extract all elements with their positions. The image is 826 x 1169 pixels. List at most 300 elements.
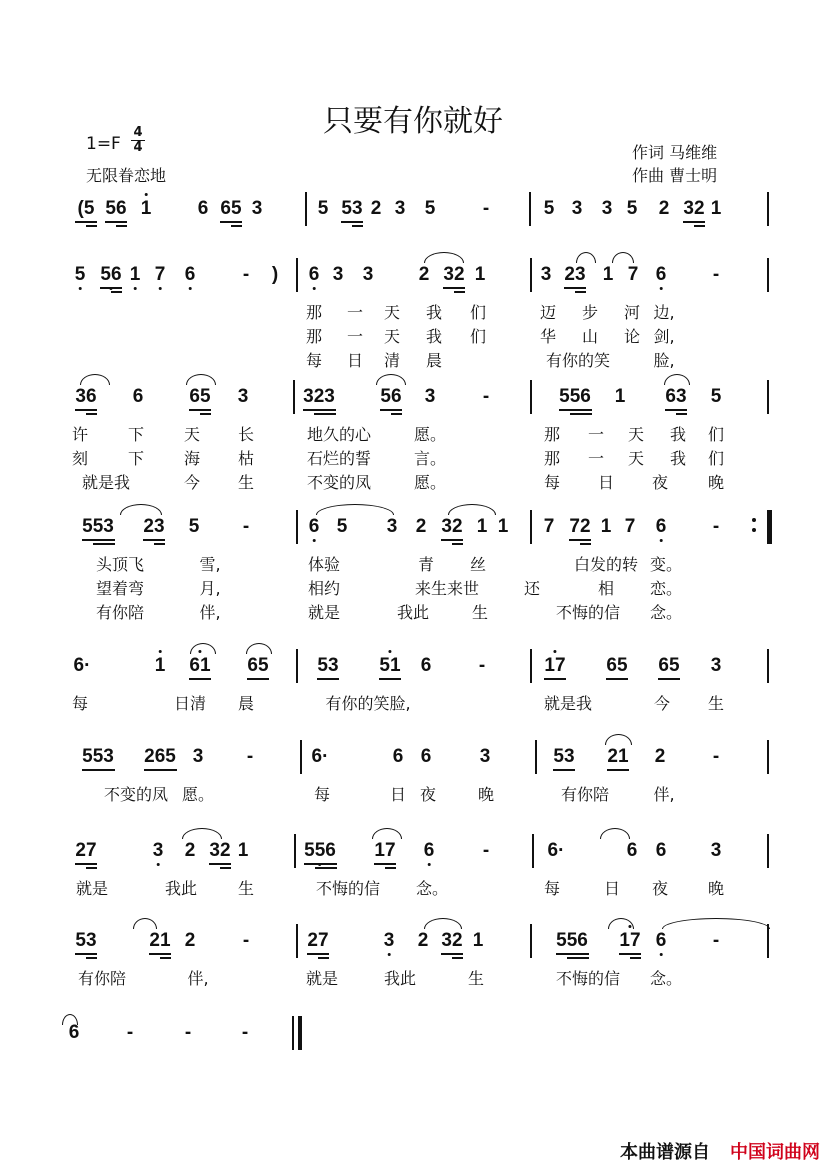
note: 1: [710, 198, 722, 219]
note: 6: [424, 840, 435, 862]
note: 51: [379, 655, 400, 677]
underline-sixteenth: [86, 867, 97, 869]
lyric-syllable: 地久的心: [306, 425, 372, 444]
underline-sixteenth: [570, 413, 592, 415]
key-signature: 1=F: [86, 134, 121, 154]
tie-slur: [448, 504, 496, 515]
underline-sixteenth: [352, 225, 363, 227]
note: -: [242, 264, 250, 285]
lyric-syllable: 言。: [413, 449, 447, 468]
barline: [767, 740, 769, 774]
note: 6: [655, 840, 667, 861]
note: 17: [544, 655, 565, 677]
underline-eighth: [380, 409, 402, 411]
lyric-syllable: 那: [543, 449, 561, 468]
note: 17: [374, 840, 396, 861]
note: 32: [441, 516, 463, 537]
note: 56: [105, 198, 127, 219]
note: 6·: [547, 840, 565, 861]
lyric-syllable: 枯: [237, 449, 255, 468]
note: 7: [543, 516, 555, 537]
note: 1: [130, 264, 141, 286]
note: 32: [443, 264, 465, 285]
underline-eighth: [317, 678, 339, 680]
barline: [294, 834, 296, 868]
lyric-syllable: 晚: [707, 879, 725, 898]
note: -: [184, 1022, 192, 1043]
lyric-syllable: 愿。: [413, 473, 447, 492]
lyric-syllable: 那: [543, 425, 561, 444]
note: -: [712, 516, 720, 537]
note: 553: [82, 746, 114, 767]
note: 3: [540, 264, 552, 285]
underline-eighth: [75, 863, 97, 865]
tie-slur: [612, 252, 634, 263]
lyric-syllable: 日: [389, 785, 407, 804]
lyric-syllable: 青: [417, 555, 435, 574]
note: 3: [386, 516, 398, 537]
note: -: [482, 386, 490, 407]
note: 3: [153, 840, 164, 862]
lyric-syllable: 每: [313, 785, 331, 804]
underline-sixteenth: [86, 413, 97, 415]
time-signature: [131, 126, 145, 155]
note: 2: [415, 516, 427, 537]
barline: [293, 380, 295, 414]
note: 556: [556, 930, 588, 951]
barline: [767, 192, 769, 226]
tie-slur: [605, 734, 632, 745]
underline-sixteenth: [580, 543, 591, 545]
underline-sixteenth: [575, 291, 586, 293]
tie-slur: [316, 504, 394, 515]
note: 65: [220, 198, 242, 219]
barline: [767, 380, 769, 414]
underline-sixteenth: [452, 957, 463, 959]
lyric-syllable: 就是: [307, 603, 341, 622]
underline-eighth: [569, 539, 591, 541]
note: -: [482, 840, 490, 861]
underline-eighth: [105, 221, 127, 223]
underline-sixteenth: [220, 867, 231, 869]
underline-eighth: [441, 539, 463, 541]
lyric-syllable: 河: [623, 303, 641, 322]
note: 53: [341, 198, 363, 219]
lyric-syllable: 一: [587, 425, 605, 444]
composer-credit: 作曲 曹士明: [632, 166, 718, 185]
lyric-syllable: 我此: [383, 969, 417, 988]
underline-eighth: [683, 221, 705, 223]
underline-sixteenth: [630, 957, 641, 959]
underline-eighth: [75, 221, 97, 223]
lyric-syllable: 夜: [651, 879, 669, 898]
underline-sixteenth: [160, 957, 171, 959]
note: 56: [100, 264, 121, 286]
underline-sixteenth: [86, 225, 97, 227]
octave-dot-low: [659, 539, 662, 542]
lyric-syllable: 望着弯: [95, 579, 145, 598]
lyric-syllable: 晨: [425, 351, 443, 370]
octave-dot-low: [427, 863, 430, 866]
barline: [529, 192, 531, 226]
underline-sixteenth: [314, 413, 336, 415]
lyric-syllable: 迈: [539, 303, 557, 322]
underline-sixteenth: [154, 543, 165, 545]
lyric-syllable: 夜: [651, 473, 669, 492]
lyricist-credit: 作词 马维维: [632, 143, 718, 162]
underline-eighth: [443, 287, 465, 289]
note: -: [482, 198, 490, 219]
underline-eighth: [304, 863, 337, 865]
tie-slur: [662, 918, 770, 929]
lyric-syllable: 生: [237, 473, 255, 492]
lyric-syllable: 一: [587, 449, 605, 468]
note: 3: [384, 930, 395, 952]
note: 553: [82, 516, 114, 537]
underline-eighth: [556, 953, 589, 955]
note: 32: [209, 840, 231, 861]
lyric-syllable: 愿。: [181, 785, 215, 804]
underline-eighth: [144, 769, 177, 771]
note: 7: [155, 264, 166, 286]
tie-slur: [133, 918, 157, 929]
lyric-syllable: 有你陪: [95, 603, 145, 622]
lyric-syllable: 丝: [469, 555, 487, 574]
note: 6·: [311, 746, 329, 767]
note: 6: [656, 516, 667, 538]
lyric-syllable: 每: [71, 694, 89, 713]
lyric-syllable: 念。: [415, 879, 449, 898]
lyric-syllable: 那: [305, 303, 323, 322]
note: 3: [192, 746, 204, 767]
lyric-syllable: 雪,: [199, 555, 221, 574]
note: -: [712, 264, 720, 285]
note: 1: [237, 840, 249, 861]
note: 6: [185, 264, 196, 286]
lyric-syllable: 变。: [649, 555, 683, 574]
lyric-syllable: 今: [183, 473, 201, 492]
underline-eighth: [189, 678, 211, 680]
underline-sixteenth: [567, 957, 589, 959]
octave-dot-low: [156, 863, 159, 866]
note: 23: [143, 516, 165, 537]
lyric-syllable: 头顶飞: [95, 555, 145, 574]
lyric-syllable: 石烂的誓: [306, 449, 372, 468]
note: 61: [189, 655, 210, 677]
underline-eighth: [606, 678, 628, 680]
lyric-syllable: 华: [539, 327, 557, 346]
note: ): [271, 264, 279, 285]
note: 65: [247, 655, 269, 676]
note: -: [241, 1022, 249, 1043]
lyric-syllable: 念。: [649, 969, 683, 988]
note: 21: [607, 746, 629, 767]
note: 17: [619, 930, 640, 952]
underline-eighth: [441, 953, 463, 955]
tie-slur: [182, 828, 222, 839]
note: 3: [237, 386, 249, 407]
lyric-syllable: 步: [581, 303, 599, 322]
lyric-syllable: 不变的凤: [103, 785, 169, 804]
note: 1: [497, 516, 509, 537]
lyric-syllable: 有你的笑脸,: [325, 694, 411, 713]
note: 2: [418, 264, 430, 285]
lyric-syllable: 日清: [173, 694, 207, 713]
lyric-syllable: 晨: [237, 694, 255, 713]
lyric-syllable: 有你陪: [77, 969, 127, 988]
underline-eighth: [100, 287, 122, 289]
underline-eighth: [341, 221, 363, 223]
final-barline: [298, 1016, 302, 1050]
lyric-syllable: 日: [603, 879, 621, 898]
underline-eighth: [665, 409, 687, 411]
lyric-syllable: 生: [467, 969, 485, 988]
note: 2: [654, 746, 666, 767]
note: 1: [155, 655, 166, 677]
barline: [305, 192, 307, 226]
tie-slur: [576, 252, 596, 263]
lyric-syllable: 不变的凤: [306, 473, 372, 492]
note: 2: [184, 930, 196, 951]
octave-dot-low: [312, 539, 315, 542]
lyric-syllable: 念。: [649, 603, 683, 622]
lyric-syllable: 有你的笑: [545, 351, 611, 370]
lyric-syllable: 下: [127, 449, 145, 468]
note: 5: [710, 386, 722, 407]
octave-dot-high: [388, 650, 391, 653]
note: 3: [710, 840, 722, 861]
lyric-syllable: 长: [237, 425, 255, 444]
barline: [296, 258, 298, 292]
lyric-syllable: 天: [183, 425, 201, 444]
note: 6: [132, 386, 144, 407]
lyric-syllable: 一: [346, 303, 364, 322]
lyric-syllable: 伴,: [199, 603, 221, 622]
note: 3: [479, 746, 491, 767]
lyric-syllable: 天: [383, 327, 401, 346]
note: 5: [336, 516, 348, 537]
note: 27: [75, 840, 97, 861]
lyric-syllable: 我此: [396, 603, 430, 622]
lyric-syllable: 生: [237, 879, 255, 898]
lyric-syllable: 我: [425, 327, 443, 346]
tie-slur: [608, 918, 634, 929]
note: 2: [370, 198, 382, 219]
lyric-syllable: 还: [523, 579, 541, 598]
barline: [535, 740, 537, 774]
lyric-syllable: 白发的转: [573, 555, 639, 574]
lyric-syllable: 每: [543, 473, 561, 492]
tie-slur: [246, 643, 272, 654]
note: 6: [309, 264, 320, 286]
lyric-syllable: 们: [707, 425, 725, 444]
underline-eighth: [619, 953, 641, 955]
barline: [296, 924, 298, 958]
note: -: [246, 746, 254, 767]
lyric-syllable: 来生来世: [414, 579, 480, 598]
note: (5: [77, 198, 95, 219]
note: 7: [624, 516, 636, 537]
underline-eighth: [607, 769, 629, 771]
lyric-syllable: 夜: [419, 785, 437, 804]
note: 6: [626, 840, 638, 861]
barline: [767, 834, 769, 868]
note: 6: [68, 1022, 80, 1043]
note: 32: [683, 198, 705, 219]
note: 5: [75, 264, 86, 286]
note: 1: [474, 264, 486, 285]
note: 556: [304, 840, 336, 862]
lyric-syllable: 伴,: [653, 785, 675, 804]
repeat-dot: [752, 528, 756, 532]
underline-sixteenth: [93, 543, 115, 545]
underline-sixteenth: [452, 543, 463, 545]
note: 1: [614, 386, 626, 407]
octave-dot-high: [144, 193, 147, 196]
note: 2: [417, 930, 429, 951]
note: 556: [559, 386, 591, 407]
lyric-syllable: 们: [469, 303, 487, 322]
note: 1: [141, 198, 152, 220]
tempo-marking: 无限眷恋地: [86, 166, 167, 185]
lyric-syllable: 脸,: [653, 351, 675, 370]
note: 323: [303, 386, 335, 407]
note: 3: [251, 198, 263, 219]
footer-source: 本曲谱源自: [620, 1142, 710, 1163]
lyric-syllable: 就是: [75, 879, 109, 898]
note: 5: [543, 198, 555, 219]
lyric-syllable: 就是我: [81, 473, 131, 492]
time-signature-top: 4: [133, 125, 143, 140]
barline: [532, 834, 534, 868]
underline-eighth: [143, 539, 165, 541]
note: 65: [189, 386, 211, 407]
lyric-syllable: 月,: [199, 579, 221, 598]
underline-sixteenth: [315, 867, 337, 869]
lyric-syllable: 天: [627, 449, 645, 468]
lyric-syllable: 山: [581, 327, 599, 346]
lyric-syllable: 海: [183, 449, 201, 468]
barline: [300, 740, 302, 774]
note: 6: [197, 198, 209, 219]
underline-eighth: [220, 221, 242, 223]
song-title: 只要有你就好: [323, 104, 503, 139]
lyric-syllable: 不悔的信: [315, 879, 381, 898]
barline: [767, 258, 769, 292]
underline-eighth: [149, 953, 171, 955]
lyric-syllable: 今: [653, 694, 671, 713]
note: 65: [606, 655, 628, 676]
note: 6: [656, 264, 667, 286]
barline: [530, 258, 532, 292]
underline-sixteenth: [86, 957, 97, 959]
octave-dot-low: [659, 953, 662, 956]
underline-eighth: [307, 953, 329, 955]
note: 53: [75, 930, 97, 951]
note: 2: [184, 840, 196, 861]
lyric-syllable: 下: [127, 425, 145, 444]
octave-dot-low: [133, 287, 136, 290]
lyric-syllable: 日: [346, 351, 364, 370]
underline-eighth: [75, 953, 97, 955]
note: 21: [149, 930, 171, 951]
lyric-syllable: 天: [383, 303, 401, 322]
underline-eighth: [82, 769, 115, 771]
underline-sixteenth: [111, 291, 122, 293]
final-barline: [768, 510, 772, 544]
underline-sixteenth: [200, 413, 211, 415]
lyric-syllable: 生: [471, 603, 489, 622]
lyric-syllable: 伴,: [187, 969, 209, 988]
barline: [530, 649, 532, 683]
lyric-syllable: 每: [305, 351, 323, 370]
barline: [767, 924, 769, 958]
lyric-syllable: 不悔的信: [555, 603, 621, 622]
octave-dot-low: [188, 287, 191, 290]
underline-sixteenth: [231, 225, 242, 227]
lyric-syllable: 我此: [164, 879, 198, 898]
underline-eighth: [374, 863, 396, 865]
lyric-syllable: 我: [669, 449, 687, 468]
octave-dot-low: [158, 287, 161, 290]
lyric-syllable: 每: [543, 879, 561, 898]
note: 265: [144, 746, 176, 767]
lyric-syllable: 愿。: [413, 425, 447, 444]
underline-sixteenth: [454, 291, 465, 293]
note: 3: [601, 198, 613, 219]
note: -: [242, 930, 250, 951]
note: 5: [424, 198, 436, 219]
note: 5: [188, 516, 200, 537]
note: 3: [424, 386, 436, 407]
note: 3: [710, 655, 722, 676]
lyric-syllable: 我: [425, 303, 443, 322]
lyric-syllable: 相约: [307, 579, 341, 598]
barline: [530, 510, 532, 544]
note: 56: [380, 386, 402, 407]
lyric-syllable: 生: [707, 694, 725, 713]
octave-dot-high: [553, 650, 556, 653]
lyric-syllable: 就是我: [543, 694, 593, 713]
note: 2: [658, 198, 670, 219]
note: 3: [362, 264, 374, 285]
footer-site-name: 中国词曲网: [730, 1142, 820, 1163]
barline: [530, 380, 532, 414]
underline-eighth: [564, 287, 586, 289]
note: 27: [307, 930, 329, 951]
tie-slur: [664, 374, 690, 385]
underline-sixteenth: [676, 413, 687, 415]
octave-dot-low: [659, 287, 662, 290]
lyric-syllable: 刻: [71, 449, 89, 468]
lyric-syllable: 那: [305, 327, 323, 346]
note: 1: [472, 930, 484, 951]
note: 1: [476, 516, 488, 537]
underline-eighth: [75, 409, 97, 411]
note: 36: [75, 386, 97, 407]
note: -: [126, 1022, 134, 1043]
repeat-dot: [752, 518, 756, 522]
barline: [767, 649, 769, 683]
note: 32: [441, 930, 463, 951]
note: 1: [602, 264, 614, 285]
underline-eighth: [553, 769, 575, 771]
lyric-syllable: 恋。: [649, 579, 683, 598]
tie-slur: [600, 828, 630, 839]
underline-eighth: [209, 863, 231, 865]
underline-eighth: [658, 678, 680, 680]
lyric-syllable: 晚: [707, 473, 725, 492]
